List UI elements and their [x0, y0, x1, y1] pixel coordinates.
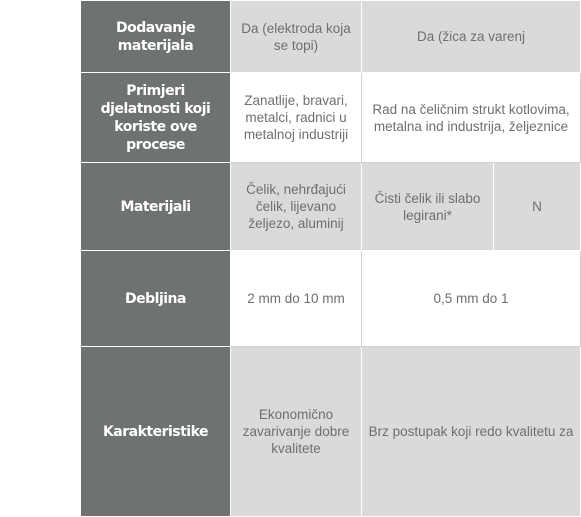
cell-activities-col1: Zanatlije, bravari, metalci, radnici u metalnoj industriji — [231, 73, 362, 163]
row-header-characteristics: Karakteristike — [81, 347, 231, 517]
cell-thickness-col1: 2 mm do 10 mm — [231, 251, 362, 347]
row-header-thickness: Debljina — [81, 251, 231, 347]
cell-materials-col2: Čisti čelik ili slabo legirani* — [362, 163, 494, 251]
table-row-material-addition — [81, 1, 581, 73]
row-header-activities: Primjeri djelatnosti koji koriste ove procese — [81, 73, 231, 163]
cell-materials-col3: N — [494, 163, 581, 251]
cell-characteristics-col2: Brz postupak koji redo kvalitetu za — [362, 347, 581, 517]
cell-thickness-col2: 0,5 mm do 1 — [362, 251, 581, 347]
cell-materials-col1: Čelik, nehrđajući čelik, lijevano željezo, aluminij — [231, 163, 362, 251]
table-row-thickness — [81, 251, 581, 347]
row-header-materials: Materijali — [81, 163, 231, 251]
table-row-characteristics — [81, 347, 581, 517]
welding-comparison-table — [80, 0, 581, 517]
cell-characteristics-col1: Ekonomično zavarivanje dobre kvalitete — [231, 347, 362, 517]
row-header-material-addition: Dodavanje materijala — [81, 1, 231, 73]
cell-material-addition-col1: Da (elektroda koja se topi) — [231, 1, 362, 73]
cell-material-addition-col2: Da (žica za varenj — [362, 1, 581, 73]
table-row-activities — [81, 73, 581, 163]
table-row-materials — [81, 163, 581, 251]
comparison-table-container — [80, 0, 574, 512]
cell-activities-col2: Rad na čeličnim strukt kotlovima, metalna ind industrija, željeznice — [362, 73, 581, 163]
